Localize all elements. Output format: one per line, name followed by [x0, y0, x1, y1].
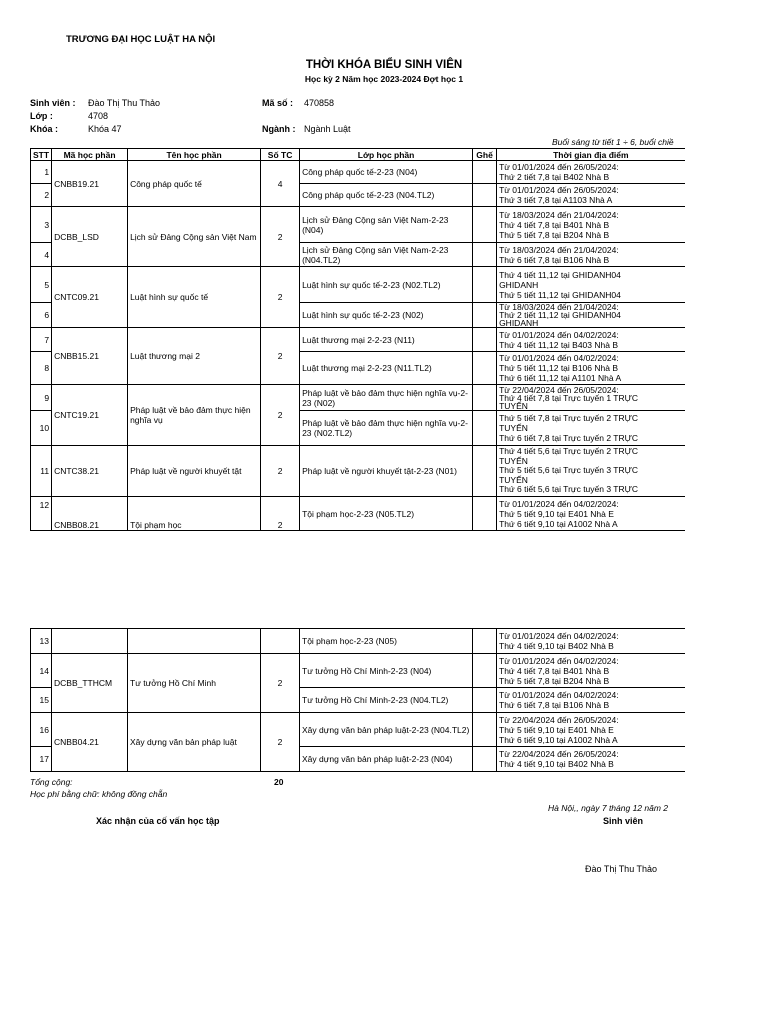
class-section: Xây dựng văn bản pháp luật-2-23 (N04.TL2)	[300, 713, 473, 747]
time-location: Từ 22/04/2024 đến 26/05/2024: Thứ 5 tiết 9,10 tại E401 Nhà E Thứ 6 tiết 9,10 tại A1002 Nhà A	[497, 713, 685, 747]
subject-code	[52, 629, 128, 654]
time-location: Từ 01/01/2024 đến 04/02/2024: Thứ 5 tiết 9,10 tại E401 Nhà E Thứ 6 tiết 9,10 tại A1002 Nhà A	[497, 497, 685, 531]
class-section: Xây dựng văn bản pháp luật-2-23 (N04)	[300, 747, 473, 772]
subject-name: Pháp luật về người khuyết tật	[128, 446, 261, 497]
seat-cell	[473, 328, 497, 352]
class-section: Công pháp quốc tế-2-23 (N04.TL2)	[300, 184, 473, 207]
row-stt: 12	[31, 497, 52, 531]
student-name: Đào Thị Thu Thảo	[88, 98, 161, 108]
col-header: Lớp học phần	[300, 149, 473, 161]
seat-cell	[473, 352, 497, 385]
subject-credits: 4	[261, 161, 300, 207]
class-section: Tội phạm học-2-23 (N05)	[300, 629, 473, 654]
seat-cell	[473, 713, 497, 747]
class-section: Luật hình sự quốc tế-2-23 (N02)	[300, 303, 473, 328]
major-label: Ngành :	[262, 124, 296, 134]
student-name-label: Sinh viên :	[30, 98, 76, 108]
time-location: Từ 18/03/2024 đến 21/04/2024: Thứ 6 tiết 7,8 tại B106 Nhà B	[497, 243, 685, 267]
table-row	[31, 385, 685, 411]
course-label: Khóa :	[30, 124, 58, 134]
class-section: Tư tưởng Hồ Chí Minh-2-23 (N04)	[300, 654, 473, 688]
seat-cell	[473, 411, 497, 446]
seat-cell	[473, 243, 497, 267]
student-id-label: Mã số :	[262, 98, 294, 108]
subject-name: Tội phạm học	[128, 497, 261, 531]
col-header: Số TC	[261, 149, 300, 161]
page-subtitle: Học kỳ 2 Năm học 2023-2024 Đợt học 1	[304, 74, 464, 84]
subject-credits: 2	[261, 713, 300, 772]
time-location: Từ 18/03/2024 đến 21/04/2024: Thứ 2 tiết 11,12 tại GHIDANH04 GHIDANH	[497, 303, 685, 328]
row-stt: 17	[31, 747, 52, 772]
seat-cell	[473, 446, 497, 497]
time-location: Từ 22/04/2024 đến 26/05/2024: Thứ 4 tiết 9,10 tại B402 Nhà B	[497, 747, 685, 772]
col-header: Tên học phần	[128, 149, 261, 161]
class-section: Pháp luật về bảo đảm thực hiện nghĩa vụ-2-23 (N02.TL2)	[300, 411, 473, 446]
page-title: THỜI KHÓA BIỂU SINH VIÊN	[305, 59, 463, 71]
time-location: Từ 01/01/2024 đến 26/05/2024: Thứ 3 tiết 7,8 tại A1103 Nhà A	[497, 184, 685, 207]
seat-cell	[473, 303, 497, 328]
col-header: Mã học phần	[52, 149, 128, 161]
time-location: Từ 01/01/2024 đến 04/02/2024: Thứ 4 tiết 7,8 tại B401 Nhà B Thứ 5 tiết 7,8 tại B204 Nhà B	[497, 654, 685, 688]
subject-credits: 2	[261, 654, 300, 713]
row-stt: 11	[31, 446, 52, 497]
seat-cell	[473, 161, 497, 184]
seat-cell	[473, 688, 497, 713]
row-stt: 3	[31, 207, 52, 243]
time-location: Thứ 4 tiết 11,12 tại GHIDANH04 GHIDANH Thứ 5 tiết 11,12 tại GHIDANH04	[497, 267, 685, 303]
class-label: Lớp :	[30, 111, 53, 121]
subject-name: Lịch sử Đảng Cộng sản Việt Nam	[128, 207, 261, 267]
subject-code: CNBB04.21	[52, 713, 128, 772]
class-section: Công pháp quốc tế-2-23 (N04)	[300, 161, 473, 184]
subject-credits: 2	[261, 385, 300, 446]
subject-credits	[261, 629, 300, 654]
signing-date: Hà Nội,, ngày 7 tháng 12 năm 2	[548, 803, 669, 813]
subject-code: CNTC38.21	[52, 446, 128, 497]
schedule-table-continued	[30, 628, 685, 772]
class-section: Pháp luật về bảo đảm thực hiện nghĩa vụ-2-23 (N02)	[300, 385, 473, 411]
time-location: Thứ 5 tiết 7,8 tại Trực tuyến 2 TRỰC TUYẾN Thứ 6 tiết 7,8 tại Trực tuyến 2 TRỰC	[497, 411, 685, 446]
table-row	[31, 207, 685, 243]
row-stt: 2	[31, 184, 52, 207]
time-location: Từ 22/04/2024 đến 26/05/2024: Thứ 4 tiết 7,8 tại Trực tuyến 1 TRỰC TUYẾN	[497, 385, 685, 411]
subject-credits: 2	[261, 497, 300, 531]
row-stt: 8	[31, 352, 52, 385]
subject-credits: 2	[261, 328, 300, 385]
seat-cell	[473, 629, 497, 654]
school-name: TRƯƠNG ĐẠI HỌC LUẬT HA NỘI	[66, 34, 216, 45]
subject-credits: 2	[261, 446, 300, 497]
row-stt: 13	[31, 629, 52, 654]
row-stt: 4	[31, 243, 52, 267]
class-section: Lịch sử Đảng Cộng sản Việt Nam-2-23 (N04.TL2)	[300, 243, 473, 267]
session-note: Buổi sáng từ tiết 1 ÷ 6, buổi chiề	[552, 137, 674, 147]
col-header: Thời gian địa điểm	[497, 149, 685, 161]
class-section: Luật hình sự quốc tế-2-23 (N02.TL2)	[300, 267, 473, 303]
student-id: 470858	[304, 98, 335, 108]
subject-code: CNBB15.21	[52, 328, 128, 385]
row-stt: 14	[31, 654, 52, 688]
subject-code: CNTC19.21	[52, 385, 128, 446]
subject-credits: 2	[261, 207, 300, 267]
advisor-confirmation: Xác nhận của cố vấn học tập	[96, 816, 220, 826]
student-signature-label: Sinh viên	[603, 816, 644, 826]
class-value: 4708	[88, 111, 109, 121]
table-row	[31, 267, 685, 303]
time-location: Thứ 4 tiết 5,6 tại Trực tuyến 2 TRỰC TUYẾN Thứ 5 tiết 5,6 tại Trực tuyến 3 TRỰC TUYẾN Thứ 6 tiết 5,6 tại Trực tuyến 3 TRỰC	[497, 446, 685, 497]
subject-credits: 2	[261, 267, 300, 328]
class-section: Tội phạm học-2-23 (N05.TL2)	[300, 497, 473, 531]
seat-cell	[473, 184, 497, 207]
seat-cell	[473, 497, 497, 531]
subject-code: DCBB_LSD	[52, 207, 128, 267]
subject-name: Luật hình sự quốc tế	[128, 267, 261, 328]
class-section: Luật thương mại 2-2-23 (N11.TL2)	[300, 352, 473, 385]
row-stt: 6	[31, 303, 52, 328]
subject-name: Công pháp quốc tế	[128, 161, 261, 207]
course-value: Khóa 47	[88, 124, 122, 134]
time-location: Từ 01/01/2024 đến 26/05/2024: Thứ 2 tiết 7,8 tại B402 Nhà B	[497, 161, 685, 184]
table-row	[31, 629, 685, 654]
subject-code: CNTC09.21	[52, 267, 128, 328]
seat-cell	[473, 267, 497, 303]
seat-cell	[473, 747, 497, 772]
row-stt: 16	[31, 713, 52, 747]
class-section: Tư tưởng Hồ Chí Minh-2-23 (N04.TL2)	[300, 688, 473, 713]
time-location: Từ 01/01/2024 đến 04/02/2024: Thứ 6 tiết 7,8 tại B106 Nhà B	[497, 688, 685, 713]
table-row	[31, 713, 685, 747]
subject-code: CNBB08.21	[52, 497, 128, 531]
row-stt: 15	[31, 688, 52, 713]
subject-code: CNBB19.21	[52, 161, 128, 207]
total-credits: 20	[274, 777, 284, 787]
seat-cell	[473, 207, 497, 243]
table-header-row	[31, 149, 685, 161]
time-location: Từ 01/01/2024 đến 04/02/2024: Thứ 5 tiết 11,12 tại B106 Nhà B Thứ 6 tiết 11,12 tại A1101 Nhà A	[497, 352, 685, 385]
row-stt: 9	[31, 385, 52, 411]
row-stt: 7	[31, 328, 52, 352]
subject-code: DCBB_TTHCM	[52, 654, 128, 713]
col-header: Ghế	[473, 149, 497, 161]
class-section: Lịch sử Đảng Cộng sản Việt Nam-2-23 (N04)	[300, 207, 473, 243]
table-row	[31, 328, 685, 352]
table-row	[31, 497, 685, 531]
row-stt: 1	[31, 161, 52, 184]
schedule-table	[30, 148, 685, 531]
time-location: Từ 18/03/2024 đến 21/04/2024: Thứ 4 tiết 7,8 tại B401 Nhà B Thứ 5 tiết 7,8 tại B204 Nhà B	[497, 207, 685, 243]
time-location: Từ 01/01/2024 đến 04/02/2024: Thứ 4 tiết 9,10 tại B402 Nhà B	[497, 629, 685, 654]
subject-name: Luật thương mại 2	[128, 328, 261, 385]
table-row	[31, 161, 685, 184]
subject-name: Tư tưởng Hồ Chí Minh	[128, 654, 261, 713]
col-header: STT	[31, 149, 52, 161]
time-location: Từ 01/01/2024 đến 04/02/2024: Thứ 4 tiết 11,12 tại B403 Nhà B	[497, 328, 685, 352]
major-value: Ngành Luật	[304, 124, 351, 134]
student-signature-name: Đào Thị Thu Thảo	[585, 864, 658, 874]
table-row	[31, 446, 685, 497]
row-stt: 5	[31, 267, 52, 303]
tuition-text: Học phí bằng chữ: không đồng chẵn	[30, 789, 168, 799]
total-label: Tổng cộng:	[30, 777, 73, 787]
subject-name: Pháp luật về bảo đảm thực hiện nghĩa vụ	[128, 385, 261, 446]
table-row	[31, 654, 685, 688]
subject-name: Xây dựng văn bản pháp luật	[128, 713, 261, 772]
seat-cell	[473, 654, 497, 688]
subject-name	[128, 629, 261, 654]
class-section: Pháp luật về người khuyết tật-2-23 (N01)	[300, 446, 473, 497]
seat-cell	[473, 385, 497, 411]
class-section: Luật thương mại 2-2-23 (N11)	[300, 328, 473, 352]
row-stt: 10	[31, 411, 52, 446]
